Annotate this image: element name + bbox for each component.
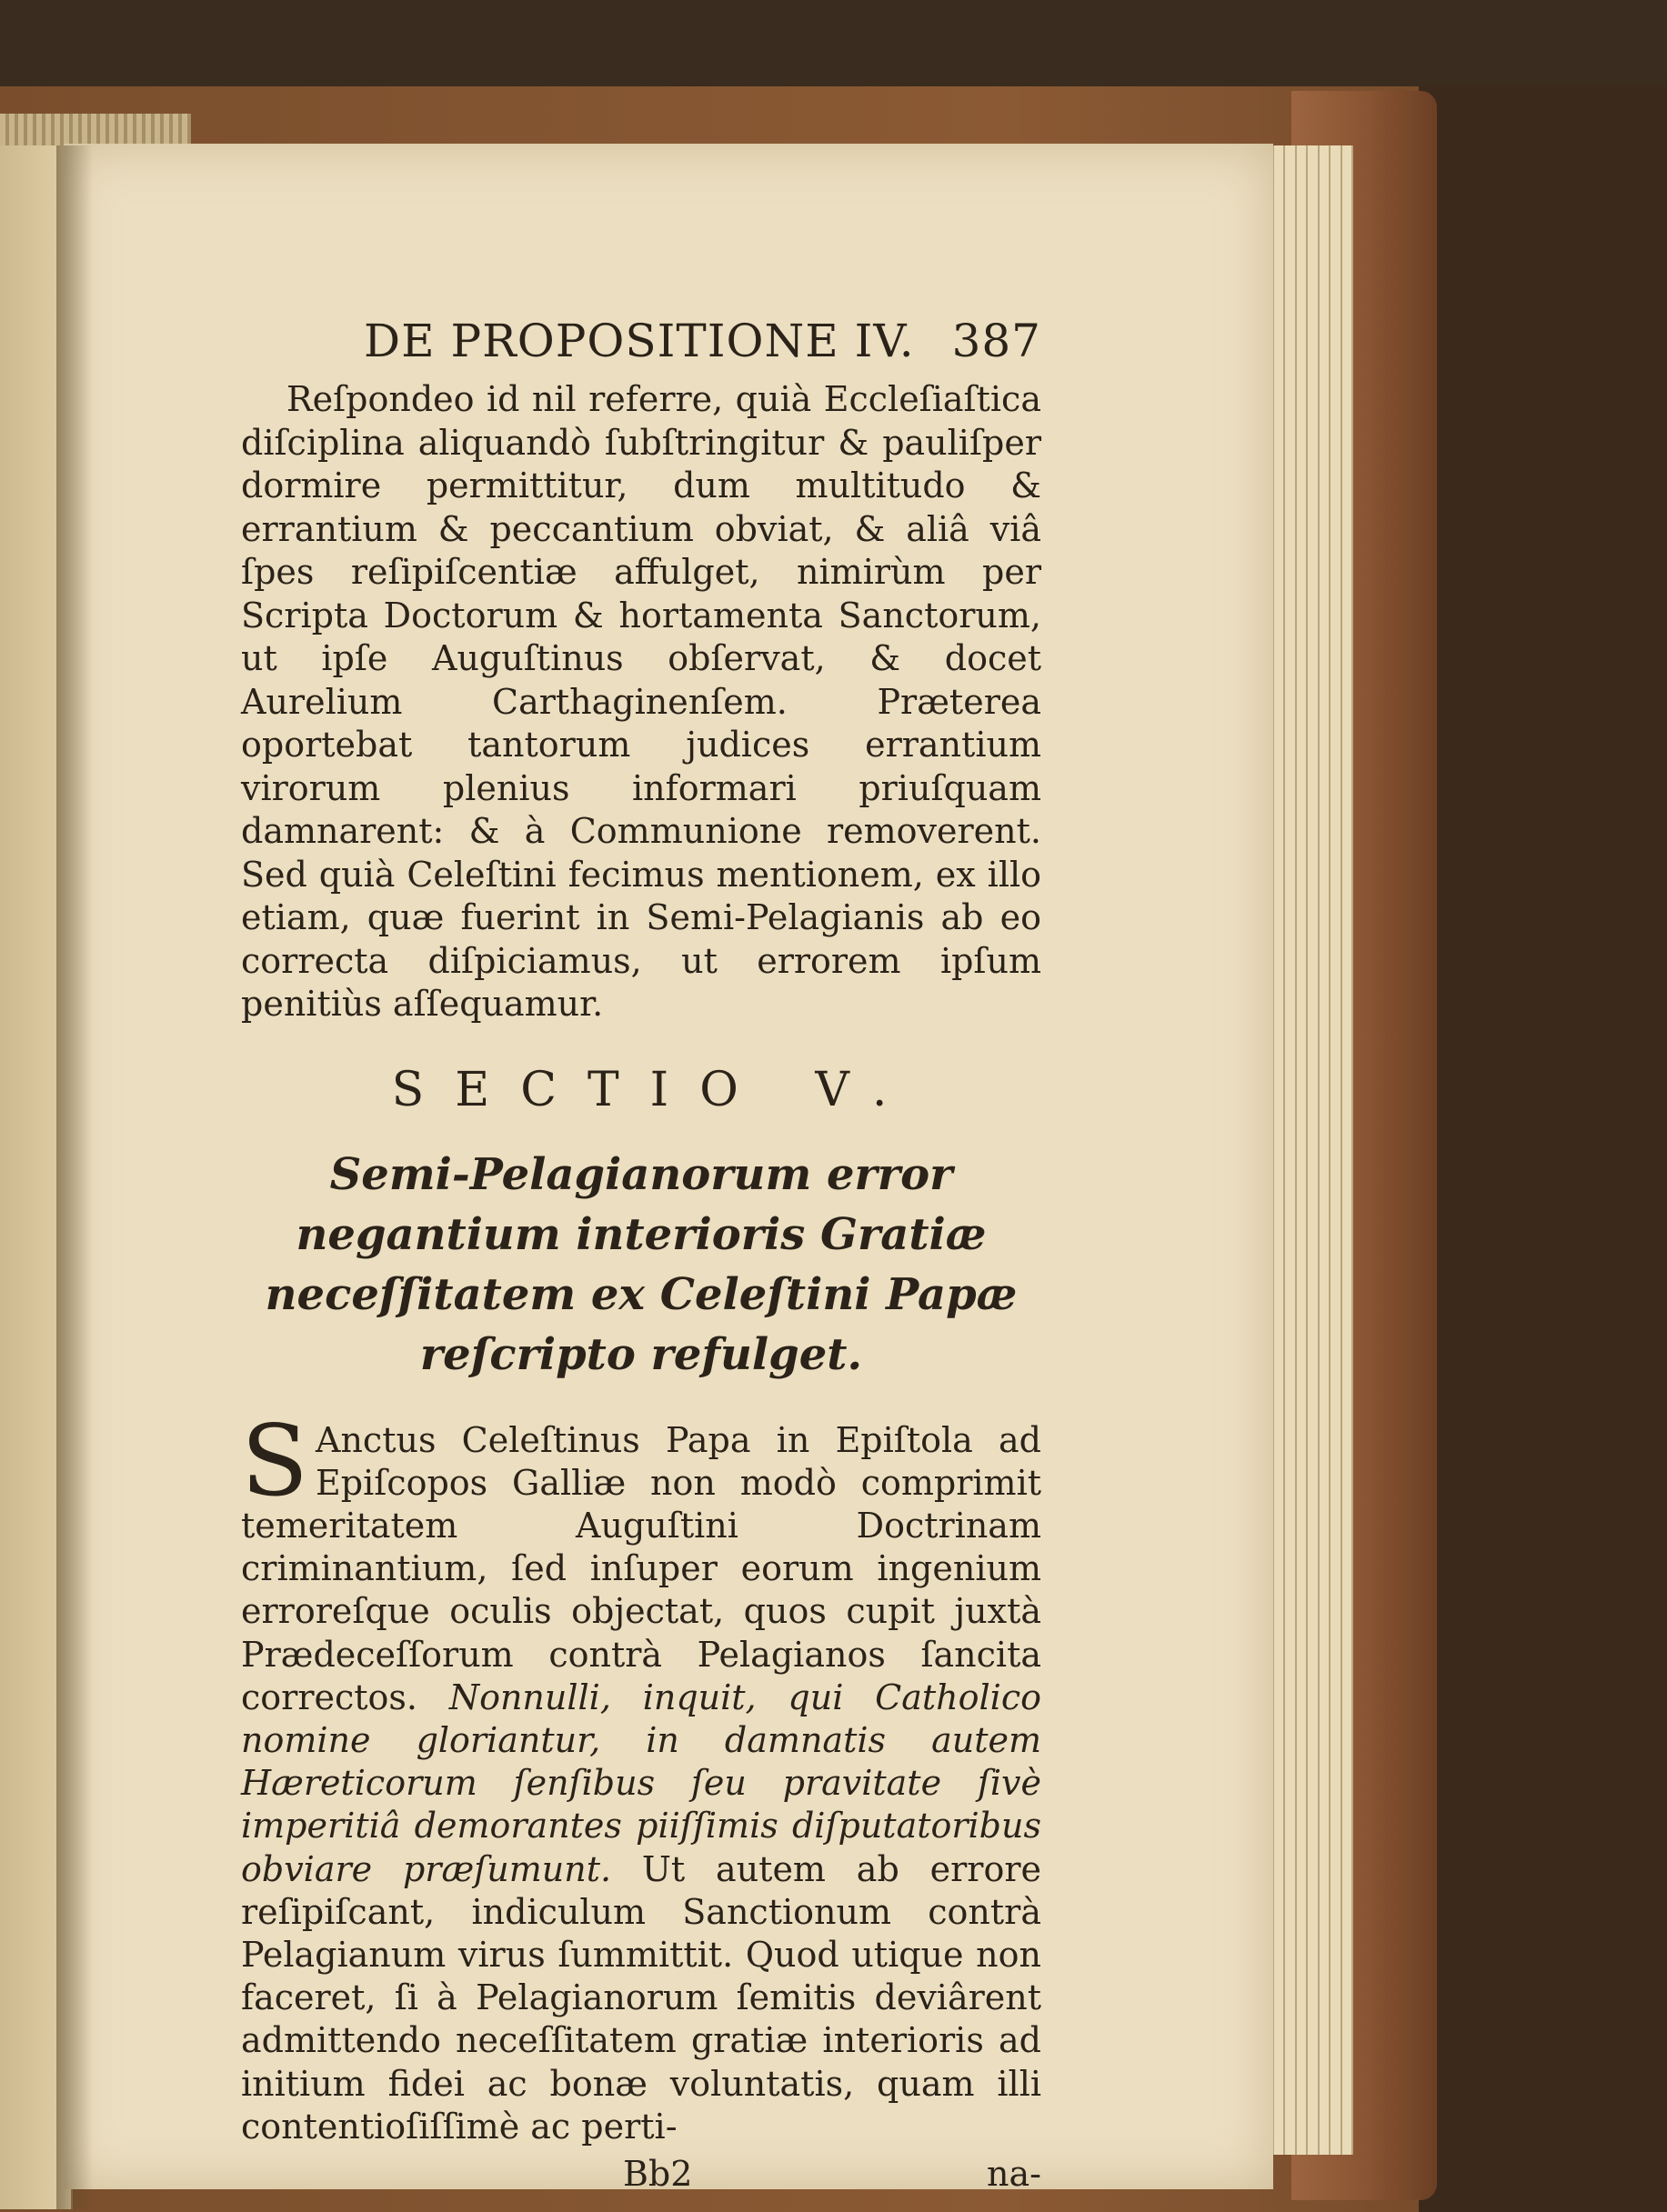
catchword: na-: [987, 2153, 1041, 2194]
section-subtitle: Semi-Pelagianorum error negantium interioris Gratiæ neceſſitatem ex Celeſtini Papæ reſcripto refulget.: [265, 1148, 1018, 1380]
page-footer: [241, 2154, 1041, 2205]
body-quote: Nonnulli, inquit, qui Catholico nomine gloriantur, in damnatis autem Hæreticorum ſenſibus ſeu pravitate ſivè imperitiâ demorantes piiſſimis diſputatoribus obviare præſumunt.: [241, 1677, 1041, 1889]
right-page: [64, 144, 1273, 2194]
section-heading: SECTIO V.: [391, 1062, 919, 1117]
body-text-a: Anctus Celeſtinus Papa in Epiſtola ad Epiſcopos Galliæ non modò comprimit temeritatem Auguſtini Doctrinam criminantium, ſed inſuper eorum ingenium erroreſque oculis objectat, quos cupit juxtà Prædeceſſorum contrà Pelagianos ſancita correctos.: [241, 1419, 1041, 1717]
running-title: DE PROPOSITIONE IV.: [364, 315, 915, 367]
drop-cap: S: [241, 1404, 308, 1518]
section-body: [241, 1404, 1041, 2148]
gutter-shadow: [56, 145, 93, 2209]
running-header: [241, 315, 1041, 378]
paragraph-1: Reſpondeo id nil referre, quià Eccleſiaſtica diſciplina aliquandò ſubſtringitur & pauliſper dormire permittitur, dum multitudo & errantium & peccantium obviat, & aliâ viâ ſpes reſipiſcentiæ affulget, nimirùm per Scripta Doctorum & hortamenta Sanctorum, ut ipſe Auguſtinus obſervat, & docet Aurelium Carthaginenſem. Præterea oportebat tantorum judices errantium virorum plenius informari priuſquam damnarent: & à Communione removerent. Sed quià Celeſtini fecimus mentionem, ex illo etiam, quæ fuerint in Semi-Pelagianis ab eo correcta diſpiciamus, ut errorem ipſum penitiùs aſſequamur.: [241, 379, 1041, 1024]
page-text-block: [241, 315, 1041, 2205]
page-number: 387: [951, 315, 1041, 367]
signature-mark: Bb2: [623, 2153, 693, 2194]
page-fore-edge: [1262, 145, 1353, 2155]
cover-shadow: [1419, 86, 1667, 2212]
body-text-b: Ut autem ab errore reſipiſcant, indiculum Sanctionum contrà Pelagianum virus ſummittit. Quod utique non faceret, ſi à Pelagianorum ſemitis deviârent admittendo neceſſitatem gratiæ interioris ad initium fidei ac bonæ voluntatis, quam illi contentioſiſſimè ac perti-: [241, 1848, 1041, 2147]
